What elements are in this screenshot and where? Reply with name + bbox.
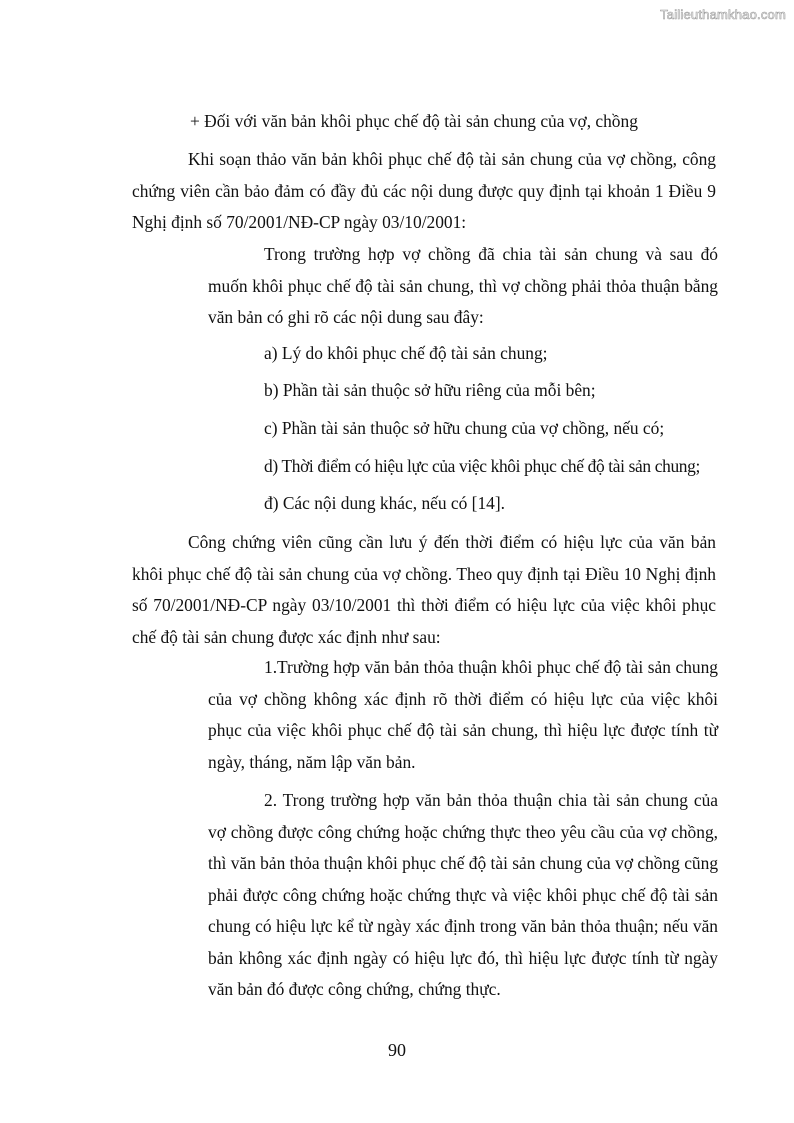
section-heading: + Đối với văn bản khôi phục chế độ tài sản chung của vợ, chồng (190, 111, 638, 131)
list-item-dd: đ) Các nội dung khác, nếu có [14]. (264, 493, 505, 513)
watermark-text: Tailieuthamkhao.com (660, 7, 786, 22)
list-item-b: b) Phần tài sản thuộc sở hữu riêng của mỗi bên; (264, 380, 596, 400)
list-item-d: d) Thời điểm có hiệu lực của việc khôi phục chế độ tài sản chung; (264, 456, 700, 476)
list-item-c: c) Phần tài sản thuộc sở hữu chung của vợ chồng, nếu có; (264, 418, 665, 438)
quote-clause-1: 1.Trường hợp văn bản thỏa thuận khôi phục chế độ tài sản chung của vợ chồng không xác định rõ thời điểm có hiệu lực của việc khôi phục của việc khôi phục chế độ tài sản chung, thì hiệu lực được tính từ ngày, tháng, năm lập văn bản. (208, 657, 718, 772)
page-number: 90 (388, 1040, 406, 1060)
paragraph-effective-date: Công chứng viên cũng cần lưu ý đến thời điểm có hiệu lực của văn bản khôi phục chế độ tài sản chung của vợ chồng. Theo quy định tại Điều 10 Nghị định số 70/2001/NĐ-CP ngày 03/10/2001 thì thời điểm có hiệu lực của việc khôi phục chế độ tài sản chung được xác định như sau: (132, 532, 716, 647)
paragraph-intro: Khi soạn thảo văn bản khôi phục chế độ tài sản chung của vợ chồng, công chứng viên cần bảo đảm có đầy đủ các nội dung được quy định tại khoản 1 Điều 9 Nghị định số 70/2001/NĐ-CP ngày 03/10/2001: (132, 149, 716, 232)
quote-clause-2: 2. Trong trường hợp văn bản thỏa thuận chia tài sản chung của vợ chồng được công chứng hoặc chứng thực theo yêu cầu của vợ chồng, thì văn bản thỏa thuận khôi phục chế độ tài sản chung của vợ chồng cũng phải được công chứng hoặc chứng thực và việc khôi phục chế độ tài sản chung có hiệu lực kể từ ngày xác định trong văn bản thỏa thuận; nếu văn bản không xác định ngày có hiệu lực đó, thì hiệu lực được tính từ ngày văn bản đó được công chứng, chứng thực. (208, 790, 719, 999)
quote-intro: Trong trường hợp vợ chồng đã chia tài sản chung và sau đó muốn khôi phục chế độ tài sản chung, thì vợ chồng phải thỏa thuận bằng văn bản có ghi rõ các nội dung sau đây: (208, 244, 718, 327)
list-item-a: a) Lý do khôi phục chế độ tài sản chung; (264, 343, 548, 363)
